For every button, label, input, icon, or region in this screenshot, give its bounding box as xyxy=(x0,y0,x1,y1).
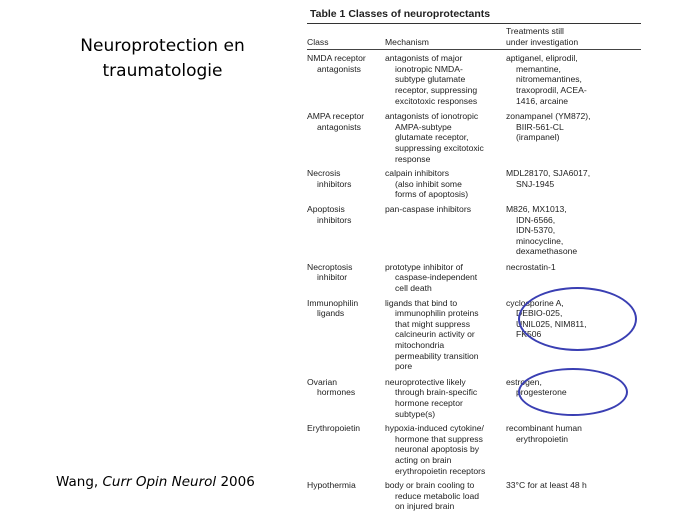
table-caption: Table 1 Classes of neuroprotectants xyxy=(310,8,491,20)
cell-class xyxy=(307,423,385,480)
cell-line: cell death xyxy=(395,283,432,294)
table-row xyxy=(307,168,641,204)
cell-line: subtype(s) xyxy=(395,408,436,419)
cell-line: hormone receptor xyxy=(395,398,463,408)
cell-line: ligands xyxy=(317,308,345,319)
cell-class xyxy=(307,204,385,262)
cell-mechanism xyxy=(385,480,506,512)
cell-line: NMDA receptor xyxy=(307,53,366,64)
cell-line: erythropoietin xyxy=(516,433,569,444)
cell-line: IDN-5370, xyxy=(516,225,556,236)
slide-title-line-1: Neuroprotection en xyxy=(80,36,245,56)
cell-line: glutamate receptor, xyxy=(395,132,469,143)
cell-line: traxoprodil, ACEA- xyxy=(516,84,587,95)
cell-line: BIIR-561-CL xyxy=(516,121,564,132)
cell-treatments xyxy=(506,480,641,512)
citation-year: 2006 xyxy=(216,474,255,490)
cell-line: body or brain cooling to xyxy=(385,480,475,491)
citation-journal: Curr Opin Neurol xyxy=(102,474,217,490)
cell-line: pore xyxy=(395,361,413,372)
cell-line: ionotropic NMDA- xyxy=(395,63,463,74)
cell-line: hypoxia-induced cytokine/ xyxy=(385,423,484,434)
cell-line: acting on brain xyxy=(395,454,452,465)
cell-line: Class xyxy=(307,36,329,47)
table-row xyxy=(307,480,641,512)
cell-line: calcineurin activity or xyxy=(395,329,475,340)
cell-line: progesterone xyxy=(516,387,567,398)
cell-line: neuroprotective likely xyxy=(385,376,466,387)
cell-line: memantine, xyxy=(516,63,561,74)
table-row xyxy=(307,204,641,262)
table-row xyxy=(307,111,641,168)
header-treatments xyxy=(506,24,641,49)
cell-line: recombinant human xyxy=(506,423,582,434)
cell-line: response xyxy=(395,153,431,164)
cell-line: forms of apoptosis) xyxy=(395,189,469,200)
cell-line: Necroptosis xyxy=(307,261,353,272)
cell-line: zonampanel (YM872), xyxy=(506,111,591,122)
cell-line: 33°C for at least 48 h xyxy=(506,480,587,491)
cell-line: MDL28170, SJA6017, xyxy=(506,168,591,179)
cell-line: receptor, suppressing xyxy=(395,84,478,95)
cell-mechanism xyxy=(385,377,506,423)
cell-mechanism xyxy=(385,204,506,262)
cell-line: permeability transition xyxy=(395,350,479,361)
cell-line: inhibitor xyxy=(317,272,348,283)
cell-line: inhibitors xyxy=(317,178,352,189)
cell-line: inhibitors xyxy=(317,214,352,225)
cell-line: hormone that suppress xyxy=(395,433,483,444)
cell-treatments xyxy=(506,423,641,480)
cell-line: Immunophilin xyxy=(307,297,359,308)
slide-title xyxy=(40,34,285,84)
header-mechanism xyxy=(385,24,506,49)
cell-mechanism xyxy=(385,53,506,111)
cell-treatments xyxy=(506,168,641,204)
cell-line: Ovarian xyxy=(307,376,338,387)
cell-line: UNIL025, NIM811, xyxy=(516,318,587,329)
cell-line: FK506 xyxy=(516,329,542,340)
cell-class xyxy=(307,168,385,204)
cell-mechanism xyxy=(385,262,506,298)
cell-mechanism xyxy=(385,111,506,168)
cell-line: antagonists of major xyxy=(385,53,463,64)
cell-line: ligands that bind to xyxy=(385,297,458,308)
classes-table xyxy=(307,24,641,512)
cell-treatments xyxy=(506,111,641,168)
cell-line: (irampanel) xyxy=(516,132,560,143)
cell-line: necrostatin-1 xyxy=(506,261,556,272)
cell-mechanism xyxy=(385,298,506,377)
cell-treatments xyxy=(506,377,641,423)
cell-mechanism xyxy=(385,168,506,204)
cell-class xyxy=(307,262,385,298)
cell-line: SNJ-1945 xyxy=(516,178,555,189)
cell-line: immunophilin proteins xyxy=(395,308,479,319)
cell-line: Treatments still xyxy=(506,26,564,36)
cell-line: Necrosis xyxy=(307,168,341,179)
cell-line: Hypothermia xyxy=(307,480,356,491)
cell-line: AMPA receptor xyxy=(307,111,365,122)
cell-line: calpain inhibitors xyxy=(385,168,450,179)
table-row xyxy=(307,377,641,423)
table-header-row xyxy=(307,24,641,49)
table-figure xyxy=(307,6,641,512)
cell-line: 1416, arcaine xyxy=(516,95,569,106)
cell-treatments xyxy=(506,204,641,262)
cell-line: dexamethasone xyxy=(516,246,578,257)
cell-line: reduce metabolic load xyxy=(395,490,480,501)
header-rule xyxy=(307,49,641,50)
slide-title-line-2: traumatologie xyxy=(102,61,223,81)
cell-line: caspase-independent xyxy=(395,272,478,283)
cell-class xyxy=(307,377,385,423)
cell-treatments xyxy=(506,53,641,111)
cell-treatments xyxy=(506,262,641,298)
cell-line: M826, MX1013, xyxy=(506,203,567,214)
cell-line: Mechanism xyxy=(385,36,429,47)
cell-line: DEBIO-025, xyxy=(516,308,563,319)
citation-author: Wang, xyxy=(56,474,103,490)
cell-line: mitochondria xyxy=(395,340,445,351)
cell-line: under investigation xyxy=(506,36,579,47)
cell-line: antagonists xyxy=(317,63,361,74)
cell-line: erythropoietin receptors xyxy=(395,465,486,476)
cell-line: cyclosporine A, xyxy=(506,297,564,308)
table-row xyxy=(307,262,641,298)
cell-line: hormones xyxy=(317,387,356,398)
cell-class xyxy=(307,53,385,111)
cell-line: subtype glutamate xyxy=(395,74,466,85)
cell-treatments xyxy=(506,298,641,377)
cell-line: pan-caspase inhibitors xyxy=(385,203,471,214)
cell-line: prototype inhibitor of xyxy=(385,261,463,272)
cell-line: nitromemantines, xyxy=(516,74,582,85)
cell-line: antagonists of ionotropic xyxy=(385,111,479,122)
cell-line: estrogen, xyxy=(506,376,542,387)
cell-class xyxy=(307,111,385,168)
cell-line: aptiganel, eliprodil, xyxy=(506,53,578,64)
cell-mechanism xyxy=(385,423,506,480)
header-class xyxy=(307,24,385,49)
citation xyxy=(56,474,255,490)
cell-class xyxy=(307,480,385,512)
cell-line: excitotoxic responses xyxy=(395,95,478,106)
cell-line: minocycline, xyxy=(516,235,564,246)
cell-line: IDN-6566, xyxy=(516,214,556,225)
cell-line: neuronal apoptosis by xyxy=(395,444,480,455)
cell-line: Erythropoietin xyxy=(307,423,361,434)
cell-line: through brain-specific xyxy=(395,387,478,398)
cell-line: antagonists xyxy=(317,121,361,132)
cell-line: AMPA-subtype xyxy=(395,121,452,132)
cell-line: on injured brain xyxy=(395,501,455,512)
cell-line: that might suppress xyxy=(395,318,470,329)
cell-line: (also inhibit some xyxy=(395,178,462,189)
cell-line: Apoptosis xyxy=(307,203,345,214)
cell-class xyxy=(307,298,385,377)
table-row xyxy=(307,53,641,111)
table-row xyxy=(307,423,641,480)
table-row xyxy=(307,298,641,377)
cell-line: suppressing excitotoxic xyxy=(395,142,484,153)
